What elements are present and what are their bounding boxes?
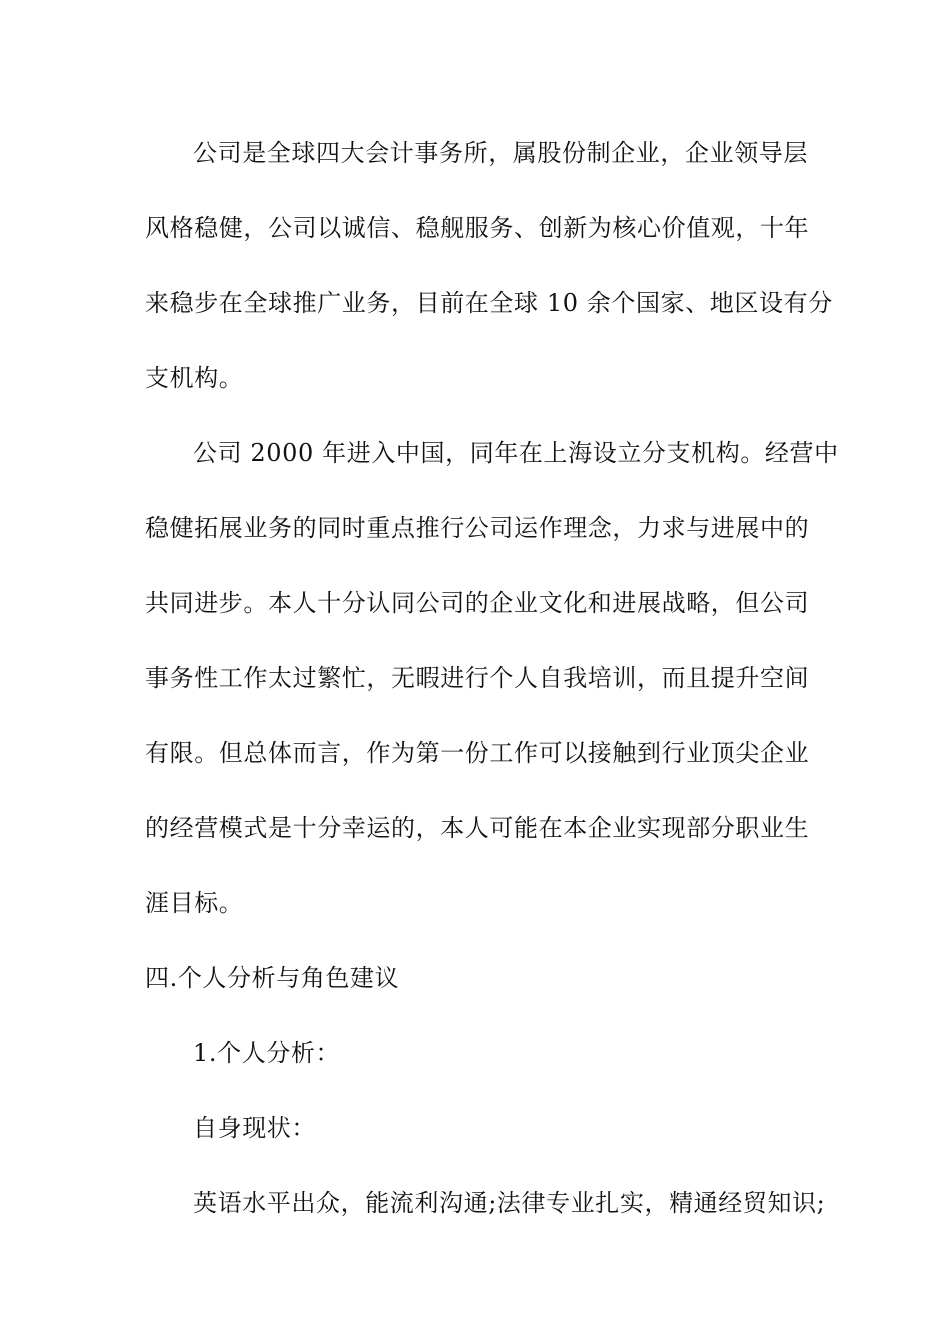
paragraph-line: 支机构。 [145,364,244,392]
paragraph-line: 共同进步。本人十分认同公司的企业文化和进展战略，但公司 [145,589,810,617]
paragraph-line: 事务性工作太过繁忙，无暇进行个人自我培训，而且提升空间 [145,664,810,692]
paragraph-line: 英语水平出众，能流利沟通;法律专业扎实，精通经贸知识; [193,1189,826,1217]
paragraph-line: 公司 2000 年进入中国，同年在上海设立分支机构。经营中 [193,439,839,467]
paragraph-line: 的经营模式是十分幸运的，本人可能在本企业实现部分职业生 [145,814,810,842]
paragraph-line: 公司是全球四大会计事务所，属股份制企业，企业领导层 [193,139,808,167]
subsection-heading: 1.个人分析： [193,1039,341,1067]
paragraph-line: 来稳步在全球推广业务，目前在全球 10 余个国家、地区设有分 [145,289,833,317]
subsection-label: 自身现状： [193,1114,316,1142]
paragraph-line: 有限。但总体而言，作为第一份工作可以接触到行业顶尖企业 [145,739,810,767]
paragraph-line: 涯目标。 [145,889,244,917]
section-heading: 四.个人分析与角色建议 [145,964,400,992]
paragraph-line: 风格稳健，公司以诚信、稳舰服务、创新为核心价值观，十年 [145,214,810,242]
paragraph-line: 稳健拓展业务的同时重点推行公司运作理念，力求与进展中的 [145,514,810,542]
